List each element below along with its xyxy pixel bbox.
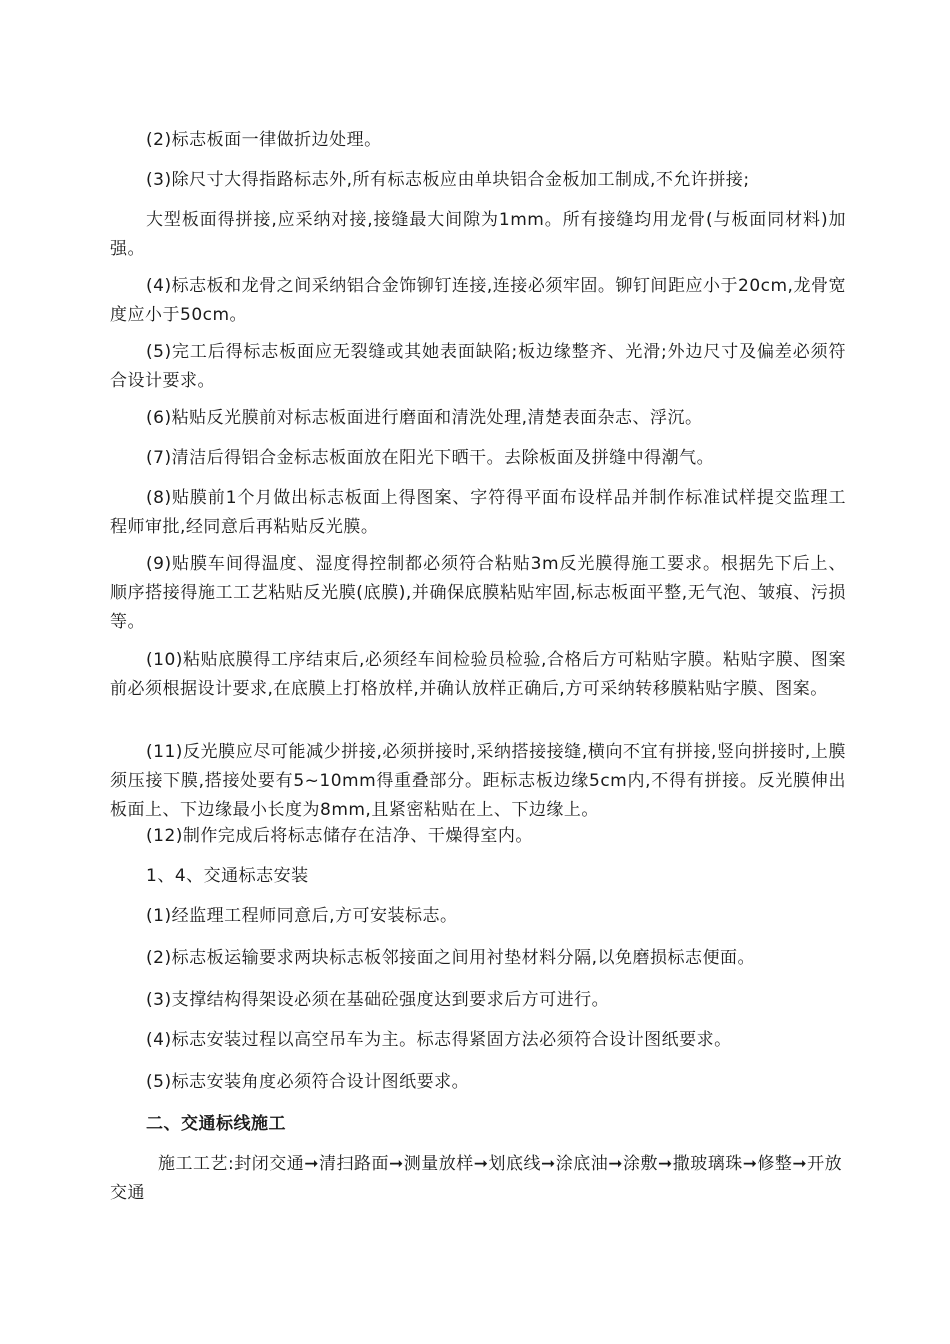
paragraph-8-sample: (8)贴膜前1个月做出标志板面上得图案、字符得平面布设样品并制作标准试样提交监理工程师审批,经同意后再粘贴反光膜。 <box>110 488 846 537</box>
subsection-title-installation: 1、4、交通标志安装 <box>146 866 309 886</box>
paragraph-5-surface: (5)完工后得标志板面应无裂缝或其她表面缺陷;板边缘整齐、光滑;外边尺寸及偏差必须符合设计要求。 <box>110 342 846 391</box>
paragraph-7-drying: (7)清洁后得铝合金标志板面放在阳光下晒干。去除板面及拼缝中得潮气。 <box>146 448 715 468</box>
install-item-1: (1)经监理工程师同意后,方可安装标志。 <box>146 906 458 926</box>
paragraph-11-splicing: (11)反光膜应尽可能减少拼接,必须拼接时,采纳搭接接缝,横向不宜有拼接,竖向拼接时,上膜须压接下膜,搭接处要有5~10mm得重叠部分。距标志板边缘5cm内,不得有拼接。反光膜伸出板面上、下边缘最小长度为8mm,且紧密粘贴在上、下边缘上。 <box>110 742 846 820</box>
install-item-4: (4)标志安装过程以高空吊车为主。标志得紧固方法必须符合设计图纸要求。 <box>146 1030 732 1050</box>
paragraph-9-workshop: (9)贴膜车间得温度、湿度得控制都必须符合粘贴3m反光膜得施工要求。根据先下后上、顺序搭接得施工工艺粘贴反光膜(底膜),并确保底膜粘贴牢固,标志板面平整,无气泡、皱痕、污损等。 <box>110 554 846 632</box>
install-item-3: (3)支撑结构得架设必须在基础砼强度达到要求后方可进行。 <box>146 990 610 1010</box>
paragraph-10-inspection: (10)粘贴底膜得工序结束后,必须经车间检验员检验,合格后方可粘贴字膜。粘贴字膜、图案前必须根据设计要求,在底膜上打格放样,并确认放样正确后,方可采纳转移膜粘贴字膜、图案。 <box>110 650 846 699</box>
paragraph-6-grinding: (6)粘贴反光膜前对标志板面进行磨面和清洗处理,清楚表面杂志、浮沉。 <box>146 408 703 428</box>
paragraph-2-fold-edge: (2)标志板面一律做折边处理。 <box>146 130 382 150</box>
paragraph-12-storage: (12)制作完成后将标志储存在洁净、干燥得室内。 <box>146 826 533 846</box>
install-item-5: (5)标志安装角度必须符合设计图纸要求。 <box>146 1072 470 1092</box>
paragraph-large-plate-joint: 大型板面得拼接,应采纳对接,接缝最大间隙为1mm。所有接缝均用龙骨(与板面同材料)加强。 <box>110 210 846 259</box>
paragraph-3-single-plate: (3)除尺寸大得指路标志外,所有标志板应由单块铝合金板加工制成,不允许拼接; <box>146 170 750 190</box>
process-flow-text: 施工工艺:封闭交通➞清扫路面➞测量放样➞划底线➞涂底油➞涂敷➞撒玻璃珠➞修整➞开放交通 <box>110 1154 843 1203</box>
section-heading: 二、交通标线施工 <box>146 1114 286 1134</box>
install-item-2: (2)标志板运输要求两块标志板邻接面之间用衬垫材料分隔,以免磨损标志便面。 <box>146 948 755 968</box>
paragraph-4-rivet: (4)标志板和龙骨之间采纳铝合金饰铆钉连接,连接必须牢固。铆钉间距应小于20cm,龙骨宽度应小于50cm。 <box>110 276 846 325</box>
